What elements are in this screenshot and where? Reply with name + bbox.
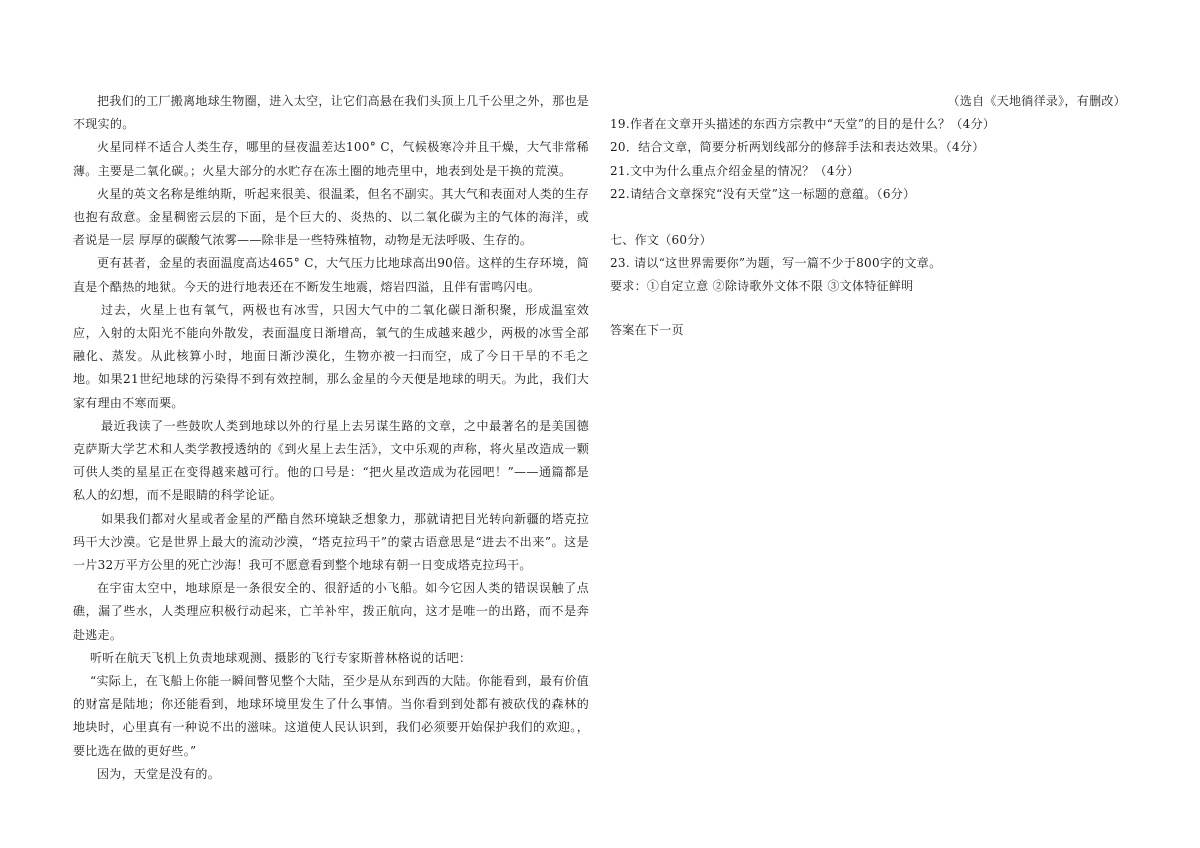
question-19: 19.作者在文章开头描述的东西方宗教中“天堂”的目的是什么？（4分） — [610, 117, 996, 132]
answer-note: 答案在下一页 — [610, 322, 684, 337]
paragraph: 火星同样不适合人类生存，哪里的昼夜温差达100° C，气候极寒冷并且干燥，大气非常稀薄。主要是二氧化碳。；火星大部分的水贮存在冻土圈的地壳里中，地表到处是干换的荒漠。 — [73, 140, 589, 178]
paragraph: 把我们的工厂搬离地球生物圈，进入太空，让它们高悬在我们头顶上几千公里之外，那也是不现实的。 — [73, 94, 590, 132]
paragraph: 过去，火星上也有氧气，两极也有冰雪，只因大气中的二氧化碳日渐积聚，形成温室效应，入射的太阳光不能向外散发，表面温度日渐增高，氧气的生成越来越少，两极的冰雪全部融化、蒸发。从此核算小时，地面日渐沙漠化，生物亦被一扫而空，成了今日干旱的不毛之地。如果21世纪地球的污染得不到有效控制，那么金星的今天便是地球的明天。为此，我们大家有理由不寒而栗。 — [73, 302, 589, 410]
composition-requirements: 要求：①自定立意 ②除诗歌外文体不限 ③文体特征鲜明 — [610, 279, 914, 294]
paragraph: 在宇宙太空中，地球原是一条很安全的、很舒适的小飞船。如今它因人类的错误误触了点礁，漏了些水，人类理应积极行动起来，亡羊补牢，拨正航向，这才是唯一的出路，而不是奔赴逃走。 — [73, 581, 589, 642]
right-column — [610, 90, 1126, 342]
paragraph: 更有甚者，金星的表面温度高达465° C，大气压力比地球高出90倍。这样的生存环境，简直是个酷热的地狱。今天的进行地表还在不断发生地震，熔岩四溢，且伴有雷鸣闪电。 — [73, 256, 589, 294]
quote-paragraph: “实际上，在飞船上你能一瞬间瞥见整个大陆，至少是从东到西的大陆。你能看到，最有价值的财富是陆地；你还能看到，地球环境里发生了什么事情。当你看到到处都有被砍伐的森林的地块时，心里真有一种说不出的滋味。这道使人民认识到，我们必须要开始保护我们的欢迎。，要比选在做的更好些。” — [73, 674, 589, 758]
paragraph: 如果我们都对火星或者金星的严酷自然环境缺乏想象力，那就请把目光转向新疆的塔克拉玛干大沙漠。它是世界上最大的流动沙漠，“塔克拉玛干”的蒙古语意思是“进去不出来”。这是一片32万平方公里的死亡沙海！我可不愿意看到整个地球有朝一日变成塔克拉玛干。 — [73, 511, 589, 573]
question-21: 21.文中为什么重点介绍金星的情况？（4分） — [610, 163, 860, 178]
section-title: 七、作文（60分） — [610, 233, 712, 248]
composition-prompt: 23. 请以“这世界需要你”为题，写一篇不少于800字的文章。 — [610, 256, 942, 271]
question-20: 20．结合文章，简要分析两划线部分的修辞手法和表达效果。（4分） — [610, 140, 985, 155]
paragraph: 火星的英文名称是维纳斯，听起来很美、很温柔，但名不副实。其大气和表面对人类的生存也抱有敌意。金星稠密云层的下面，是个巨大的、炎热的、以二氧化碳为主的气体的海洋，或者说是一层 厚厚的碳酸气浓雾——除非是一些特殊植物，动物是无法呼吸、生存的。 — [73, 186, 590, 248]
paragraph: 最近我读了一些鼓吹人类到地球以外的行星上去另谋生路的文章，之中最著名的是美国德克萨斯大学艺术和人类学教授透纳的《到火星上去生活》，文中乐观的声称，将火星改造成一颗可供人类的星星正在变得越来越可行。他的口号是：“把火星改造成为花园吧！”——通篇都是私人的幻想，而不是眼睛的科学论证。 — [73, 418, 589, 503]
left-column — [73, 90, 589, 786]
source-citation: （选自《天地徜徉录》，有删改） — [947, 94, 1126, 108]
question-22: 22.请结合文章探究“没有天堂”这一标题的意蕴。（6分） — [610, 186, 916, 201]
paragraph: 因为，天堂是没有的。 — [97, 766, 221, 781]
paragraph: 听听在航天飞机上负责地球观测、摄影的飞行专家斯普林格说的话吧： — [90, 650, 472, 665]
